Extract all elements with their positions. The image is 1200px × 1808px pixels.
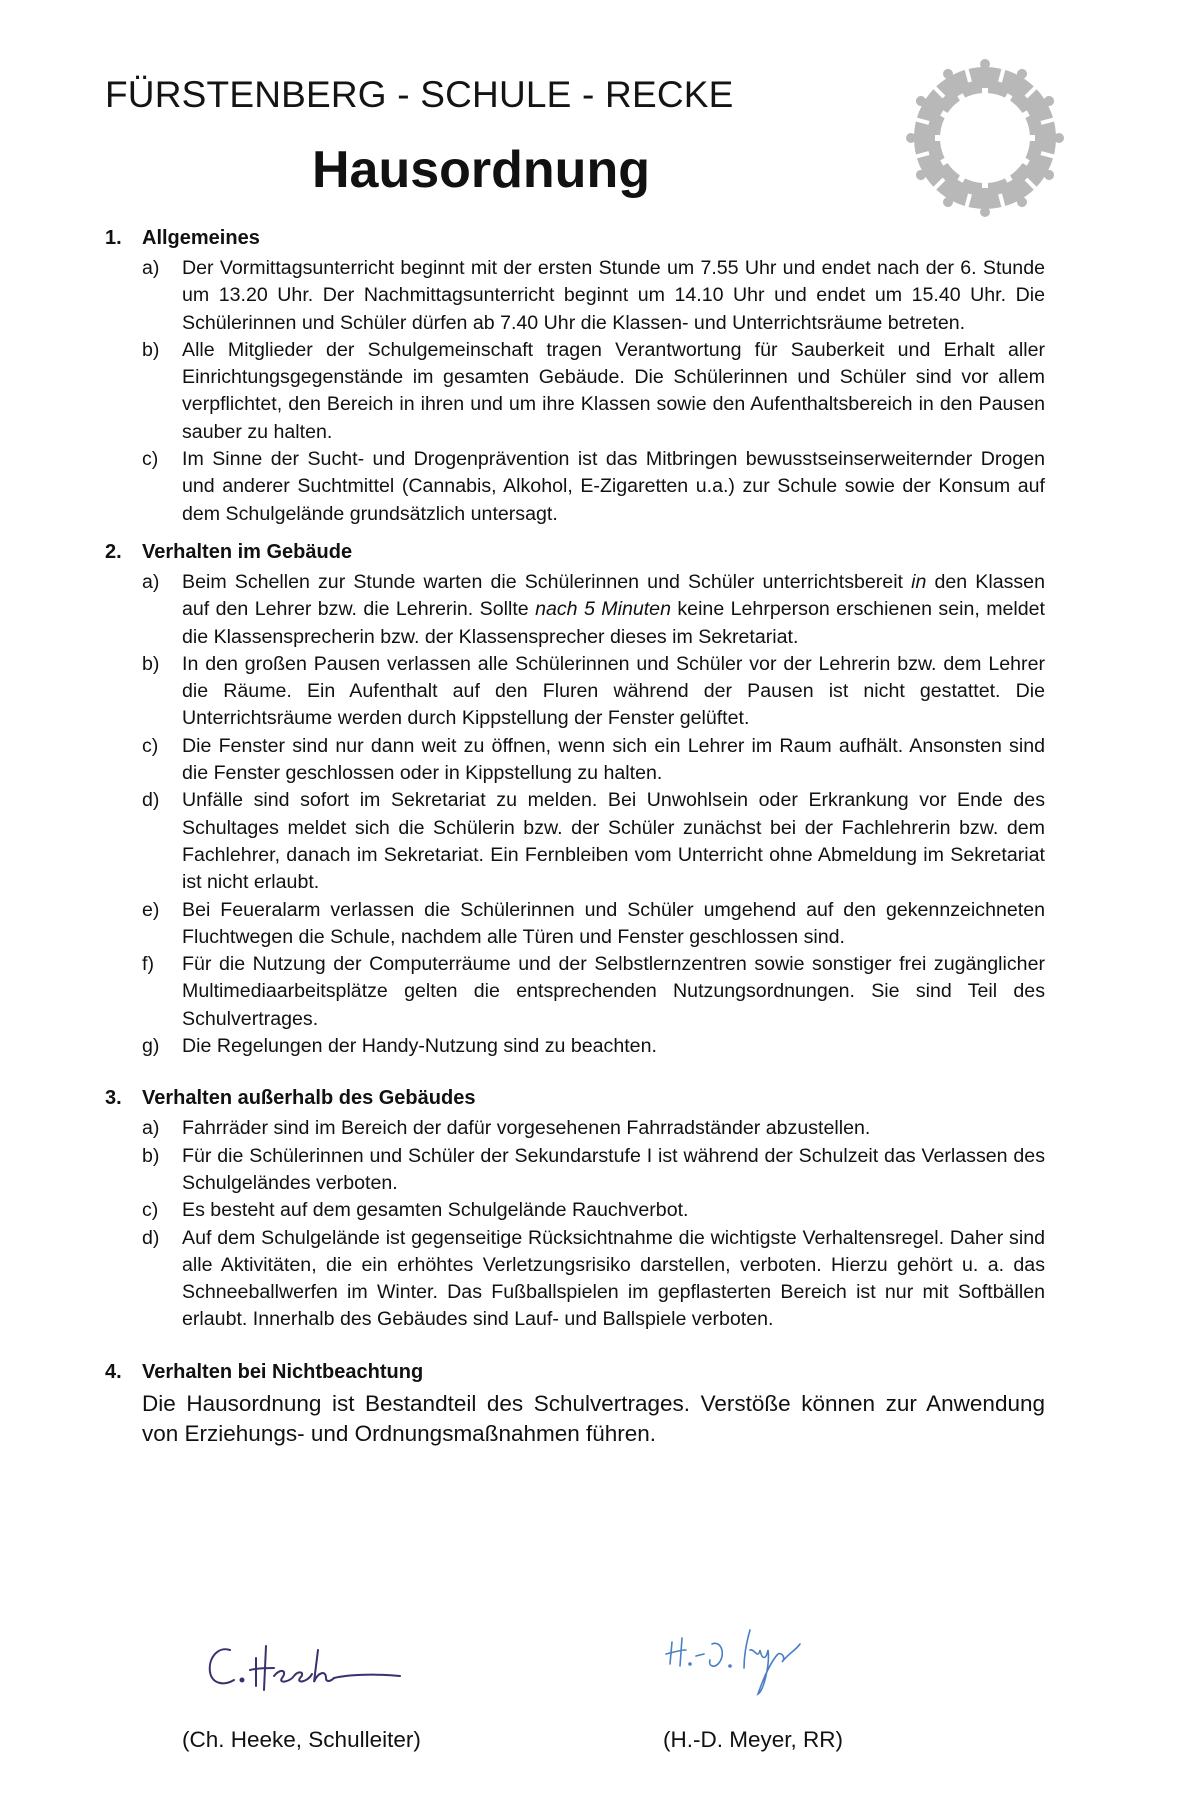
item-text: Die Regelungen der Handy-Nutzung sind zu beachten. — [182, 1035, 657, 1058]
rule-item — [142, 651, 1045, 733]
rule-item — [142, 733, 1045, 788]
section-number: 2. — [105, 540, 122, 563]
section-title: Verhalten außerhalb des Gebäudes — [142, 1087, 476, 1110]
item-letter: f) — [142, 953, 154, 976]
item-text: Die Fenster sind nur dann weit zu öffnen, wenn sich ein Lehrer im Raum aufhält. Ansonsten sind die Fenster geschlossen oder in Kippstellung zu halten. — [182, 734, 1045, 785]
section-number: 1. — [105, 227, 122, 249]
signature-meyer-icon — [660, 1620, 830, 1700]
item-text: Es besteht auf dem gesamten Schulgelände Rauchverbot. — [182, 1199, 689, 1222]
emphasis: nach 5 Minuten — [535, 598, 671, 621]
rule-item — [142, 1143, 1045, 1198]
section-non-compliance — [105, 1358, 1045, 1449]
item-letter: a) — [142, 1117, 160, 1140]
section-title: Allgemeines — [142, 227, 260, 249]
section-outside-building — [105, 1084, 1045, 1333]
house-rules-content — [105, 224, 1045, 1459]
item-letter: c) — [142, 448, 159, 471]
section-heading — [105, 224, 1045, 252]
rule-item — [142, 255, 1045, 337]
item-letter: b) — [142, 338, 160, 361]
item-text: Beim Schellen zur Stunde warten die Schülerinnen und Schüler unterrichtsbereit in den Klassen auf den Lehrer bzw. die Lehrerin. Sollte nach 5 Minuten keine Lehrperson erschienen sein, meldet die Klassensprecherin bzw. der Klassensprecher dieses im Sekretariat. — [182, 570, 1046, 648]
rule-item — [142, 569, 1045, 651]
item-letter: d) — [142, 1226, 160, 1249]
item-text: Für die Schülerinnen und Schüler der Sekundarstufe I ist während der Schulzeit das Verlassen des Schulgeländes verboten. — [182, 1144, 1045, 1194]
section-title: Verhalten bei Nichtbeachtung — [142, 1360, 424, 1383]
section-inside-building — [105, 538, 1045, 1060]
item-letter: a) — [142, 257, 160, 279]
item-letter: d) — [142, 789, 160, 812]
item-letter: c) — [142, 734, 159, 757]
signature-label-principal: (Ch. Heeke, Schulleiter) — [182, 1727, 421, 1752]
signature-label-rr: (H.-D. Meyer, RR) — [663, 1727, 843, 1752]
section-heading — [105, 538, 1045, 566]
item-text: Fahrräder sind im Bereich der dafür vorgesehenen Fahrradständer abzustellen. — [182, 1117, 871, 1140]
section-title: Verhalten im Gebäude — [142, 540, 353, 563]
item-letter: e) — [142, 898, 160, 921]
item-letter: b) — [142, 1144, 160, 1167]
emphasis: in — [911, 570, 927, 593]
item-letter: c) — [142, 1199, 159, 1222]
section-number: 3. — [105, 1087, 122, 1110]
item-text: Auf dem Schulgelände ist gegenseitige Rücksichtnahme die wichtigste Verhaltensregel. Daher sind alle Aktivitäten, die ein erhöhtes Verletzungsrisiko darstellen, verboten. Hierzu gehört u. a. das Schneeballwerfen im Winter. Das Fußballspielen im gepflasterten Bereich ist nur mit Softbällen erlaubt. Innerhalb des Gebäudes sind Lauf- und Ballspiele verboten. — [182, 1226, 1045, 1331]
rule-item — [142, 1033, 1045, 1060]
section-heading — [105, 1358, 1045, 1386]
item-text: Bei Feueralarm verlassen die Schülerinnen und Schüler umgehend auf den gekennzeichneten Fluchtwegen die Schule, nachdem alle Türen und Fenster geschlossen sind. — [182, 898, 1045, 948]
section-general — [105, 224, 1045, 528]
item-letter: g) — [142, 1035, 160, 1058]
document-title: Hausordnung — [312, 141, 650, 199]
item-letter: a) — [142, 570, 160, 593]
item-text: Im Sinne der Sucht- und Drogenprävention ist das Mitbringen bewusstseinserweiternder Drogen und anderer Suchtmittel (Cannabis, Alkohol, E-Zigaretten u.a.) zur Schule sowie der Konsum auf dem Schulgelände grundsätzlich untersagt. — [182, 448, 1045, 525]
item-text: Alle Mitglieder der Schulgemeinschaft tragen Verantwortung für Sauberkeit und Erhalt aller Einrichtungsgegenstände im gesamten Gebäude. Die Schülerinnen und Schüler sind vor allem verpflichtet, den Bereich in ihren und um ihre Klassen sowie den Aufenthaltsbereich in den Pausen sauber zu halten. — [182, 338, 1045, 443]
rule-item — [142, 446, 1045, 528]
item-letter: b) — [142, 652, 160, 675]
rule-item — [142, 787, 1045, 896]
school-name: FÜRSTENBERG - SCHULE - RECKE — [105, 74, 734, 115]
rule-item — [142, 1115, 1045, 1142]
section-number: 4. — [105, 1360, 122, 1383]
section-heading — [105, 1084, 1045, 1112]
rule-item — [142, 951, 1045, 1033]
rule-item — [142, 897, 1045, 952]
rule-item — [142, 337, 1045, 446]
item-text: Unfälle sind sofort im Sekretariat zu melden. Bei Unwohlsein oder Erkrankung vor Ende des Schultages meldet sich die Schülerin bzw. der Schüler zunächst bei der Fachlehrerin bzw. dem Fachlehrer, danach im Sekretariat. Ein Fernbleiben vom Unterricht ohne Abmeldung im Sekretariat ist nicht erlaubt. — [182, 789, 1045, 894]
people-circle-logo-icon — [905, 58, 1065, 218]
item-text: In den großen Pausen verlassen alle Schülerinnen und Schüler vor der Lehrerin bzw. dem Lehrer die Räume. Ein Aufenthalt auf den Fluren während der Pausen ist nicht gestattet. Die Unterrichtsräume werden durch Kippstellung der Fenster gelüftet. — [182, 652, 1045, 730]
rule-item — [142, 1197, 1045, 1224]
section-paragraph: Die Hausordnung ist Bestandteil des Schulvertrages. Verstöße können zur Anwendung von Erziehungs- und Ordnungsmaßnahmen führen. — [142, 1390, 1045, 1446]
rule-item — [142, 1225, 1045, 1334]
item-text: Der Vormittagsunterricht beginnt mit der ersten Stunde um 7.55 Uhr und endet nach der 6. Stunde um 13.20 Uhr. Der Nachmittagsunterricht beginnt um 14.10 Uhr und endet um 15.40 Uhr. Die Schülerinnen und Schüler dürfen ab 7.40 Uhr die Klassen- und Unterrichtsräume betreten. — [182, 257, 1045, 334]
signature-heeke-icon — [200, 1628, 430, 1698]
item-text: Für die Nutzung der Computerräume und der Selbstlernzentren sowie sonstiger frei zugänglicher Multimediaarbeitsplätze gelten die entsprechenden Nutzungsordnungen. Sie sind Teil des Schulvertrages. — [182, 953, 1045, 1030]
